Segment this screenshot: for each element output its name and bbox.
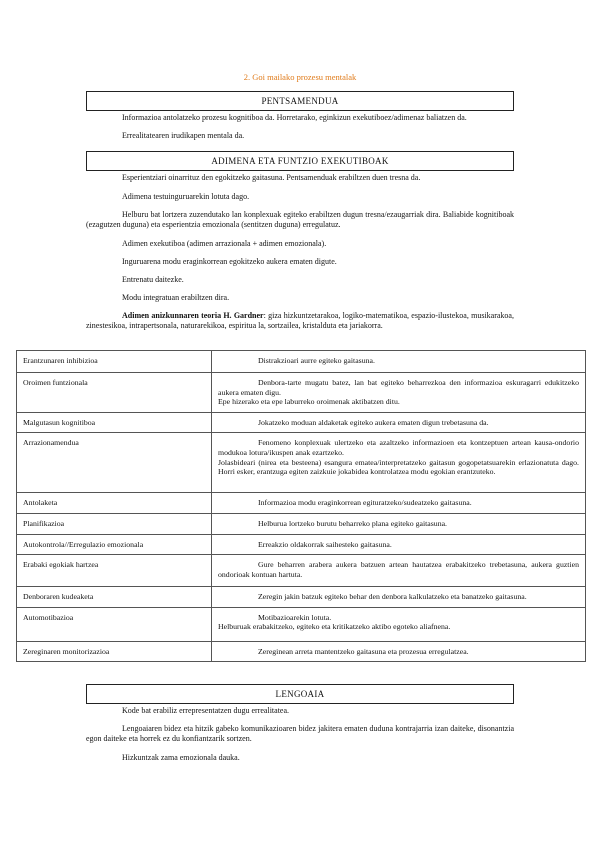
function-description [212,412,586,433]
description-line: Motibazioarekin lotuta. [258,612,332,622]
function-term: Autokontrola//Erregulazio emozionala [17,534,212,555]
paragraph: Hizkuntzak zama emozionala dauka. [122,753,240,762]
description-line: Helburuak erabakitzeko, egiteko eta kritikatzeko aktibo egoteko aliafnena. [218,622,451,632]
section-heading-adimena: ADIMENA ETA FUNTZIO EXEKUTIBOAK [86,151,514,171]
description-line: Informazioa modu eraginkorrean egituratzeko/sudeatzeko gaitasuna. [258,498,472,508]
function-term: Antolaketa [17,493,212,514]
function-term: Planifikazioa [17,513,212,534]
function-description [212,607,586,641]
description-line: Jokatzeko moduan aldaketak egiteko aukera ematen digun trebetasuna da. [258,417,489,427]
function-description [212,641,586,662]
table-row [17,555,586,587]
function-term: Oroimen funtzionala [17,373,212,413]
paragraph: Esperientziari oinarrituz den egokitzeko gaitasuna. Pentsamenduak erabiltzen duen tresna da. [122,173,421,182]
table-row [17,412,586,433]
section-heading-lengoaia: LENGOAIA [86,684,514,704]
description-line: Fenomeno konplexuak ulertzeko eta azaltzeko informazioen eta kontzeptuen artean kausa-ondorio modukoa lotura/ikuspen anak ezartzeko. [218,438,579,457]
gardner-theory-text: : giza hizkuntzetarakoa, logiko-matematikoa, espazio-ilustekoa, musikarakoa, zinestesikoa, intrapertsonala, naturarekikoa, espiritua la, sortzailea, kristalduta eta jariakorra. [86,311,514,330]
description-line: Gure beharren arabera aukera batzuen artean hautatzea erabakitzeko trebetasuna, aukera guztien ondorioak kontuan hartuta. [218,560,579,579]
function-description [212,493,586,514]
gardner-paragraph [86,311,514,331]
gardner-theory-label: Adimen anizkunnaren teoria H. Gardner [122,311,264,320]
description-line: Jolasbideari (nirea eta besteena) esangura ematea/interpretatzeko gaitasun gogopetatsuarekin erlazionatuta dago. Horri esker, erantzuga egiten zaizkuie jokabidea kontrolatzea modu egokian erantzuteko. [218,457,579,477]
function-description [212,433,586,493]
paragraph: Lengoaiaren bidez eta hitzik gabeko komunikazioaren bidez jakitera ematen duduna kontrajarria izan daiteke, disonantzia egon daiteke eta horrek ez du konfiantzarik sortzen. [86,724,514,743]
function-term: Erabaki egokiak hartzea [17,555,212,587]
table-row [17,513,586,534]
table-row [17,641,586,662]
function-term: Denboraren kudeaketa [17,587,212,608]
table-row [17,587,586,608]
table-row [17,534,586,555]
description-line: Denbora-tarte mugatu batez, lan bat egiteko beharrezkoa den informazioa eskuragarri edukitzeko aukera ematen digu. [218,378,579,397]
paragraph: Adimen exekutiboa (adimen arrazionala + adimen emozionala). [122,239,327,248]
paragraph: Errealitatearen irudikapen mentala da. [122,131,245,140]
section-heading-pentsamendua: PENTSAMENDUA [86,91,514,111]
paragraph: Modu integratuan erabiltzen dira. [122,293,230,302]
function-description [212,513,586,534]
table-row [17,373,586,413]
executive-functions-table [16,350,586,662]
function-term: Erantzunaren inhibizioa [17,351,212,373]
paragraph: Helburu bat lortzera zuzendutako lan konplexuak egiteko erabiltzen dugun tresna/ezaugarriak dira. Baliabide kognitiboak (ezagutzen duguna) eta esperientzia emozionala (sentitzen duguna) erregulatuz. [86,210,514,229]
paragraph: Entrenatu daitezke. [122,275,184,284]
description-line: Epe hizerako eta epe laburreko oroimenak aktibatzen ditu. [218,397,400,407]
function-description [212,351,586,373]
table-row [17,493,586,514]
description-line: Helburua lortzeko burutu beharreko plana egiteko gaitasuna. [258,518,448,528]
description-line: Zeregin jakin batzuk egiteko behar den denbora kalkulatzeko eta banatzeko gaitasuna. [258,592,527,602]
function-description [212,555,586,587]
description-line: Distrakzioari aurre egiteko gaitasuna. [258,356,375,365]
paragraph: Inguruarena modu eraginkorrean egokitzeko aukera ematen digute. [122,257,337,266]
function-term: Automotibazioa [17,607,212,641]
function-term: Zereginaren monitorizazioa [17,641,212,662]
function-description [212,534,586,555]
paragraph: Kode bat erabiliz errepresentatzen dugu errealitatea. [122,706,290,715]
function-term: Arrazionamendua [17,433,212,493]
table-row [17,351,586,373]
function-description [212,587,586,608]
table-row [17,433,586,493]
description-line: Erreakzio oldakorrak saihesteko gaitasuna. [258,539,392,549]
table-row [17,607,586,641]
description-line: Zereginean arreta mantentzeko gaitasuna eta prozesua erregulatzea. [258,646,469,656]
function-term: Malgutasun kognitiboa [17,412,212,433]
paragraph: Informazioa antolatzeko prozesu kognitiboa da. Horretarako, eginkizun exekutiboez/adimenaz baliatzen da. [122,113,467,122]
function-description [212,373,586,413]
document-title: 2. Goi mailako prozesu mentalak [243,72,357,82]
paragraph: Adimena testuinguruarekin lotuta dago. [122,192,250,201]
